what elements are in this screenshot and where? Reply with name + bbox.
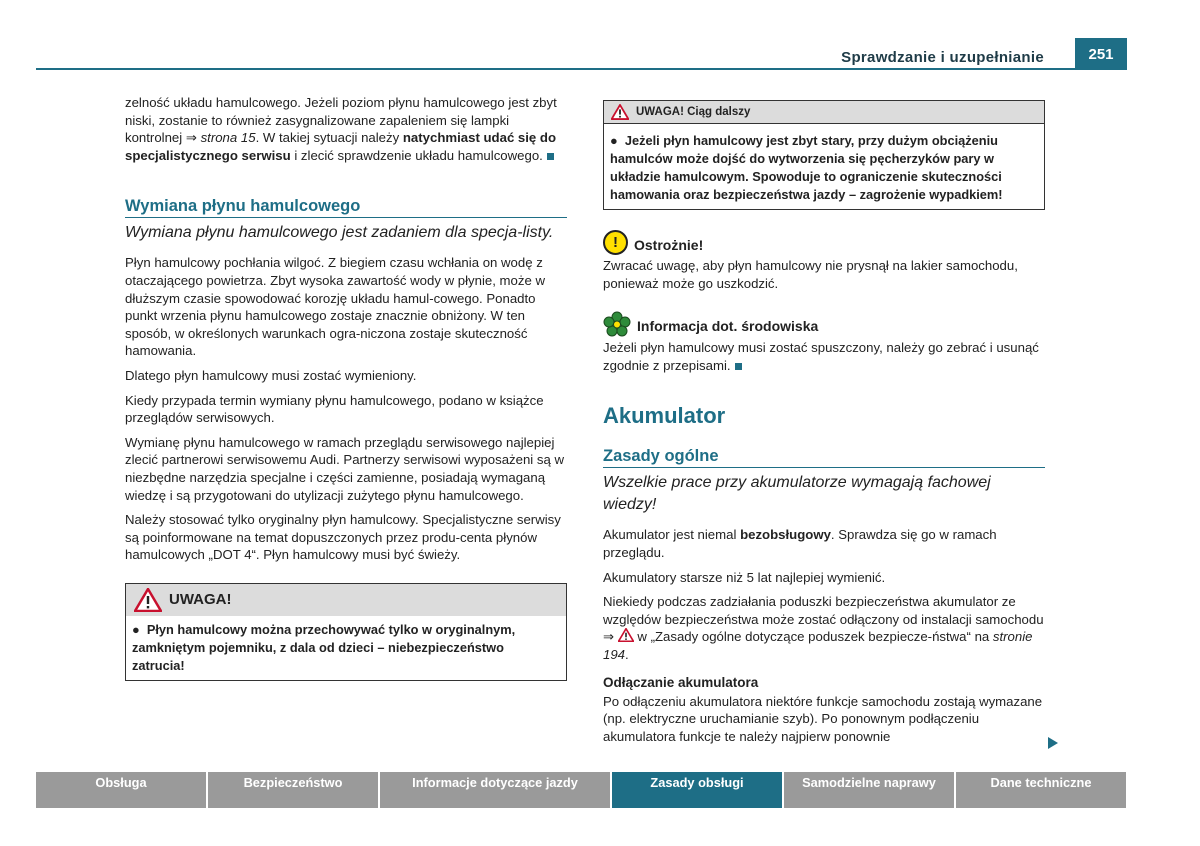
caution-text: Zwracać uwagę, aby płyn hamulcowy nie prysnął na lakier samochodu, ponieważ może go uszkodzić. [603,258,1018,291]
section-heading: Zasady ogólne [603,447,1045,468]
page-reference-link[interactable]: strona 15 [200,130,256,146]
flower-eco-icon [603,311,631,337]
page-number: 251 [1075,38,1127,70]
tab-informacje-dotyczace-jazdy[interactable]: Informacje dotyczące jazdy [380,772,610,808]
section-lead: Wszelkie prace przy akumulatorze wymagają fachowej wiedzy! [603,474,991,514]
chapter-tabs [36,772,1126,808]
section-end-marker [735,363,742,370]
body-paragraph: Akumulator jest niemal bezobsługowy. Sprawdza się go w ramach przeglądu. [603,527,997,560]
warning-title: UWAGA! [169,591,232,609]
continue-arrow-icon[interactable] [1047,736,1059,750]
environment-title: Informacja dot. środowiska [637,318,819,335]
right-column [603,100,1045,752]
body-paragraph: Po odłączeniu akumulatora niektóre funkcje samochodu zostają wymazane (np. elektryczne uruchamianie szyb). Po ponownym podłączeniu akumulatora funkcje te należy najpierw ponownie [603,693,1043,744]
section-title: Sprawdzanie i uzupełnianie [841,49,1044,66]
body-paragraph: Niekiedy podczas zadziałania poduszki bezpieczeństwa akumulator ze względów bezpieczeństwa może zostać odłączony od instalacji samochodu ⇒ w „Zasady ogólne dotyczące poduszek bezpiecze-ństwa“ na stronie 194. [603,594,1044,662]
body-paragraph: Akumulatory starsze niż 5 lat najlepiej wymienić. [603,569,886,585]
caution-title: Ostrożnie! [634,236,704,253]
warning-triangle-icon[interactable] [618,628,634,642]
warning-continued-header [604,101,1044,124]
warning-box [125,583,567,681]
body-paragraph: Wymianę płynu hamulcowego w ramach przeglądu serwisowego najlepiej zlecić partnerowi serwisowemu Audi. Partnerzy serwisowi wyposażeni są w niezbędne narzędzia specjalne i części zamienne, posiadają wymaganą wiedzę i są przygotowani do utylizacji zużytego płynu hamulcowego. [125,434,565,503]
tab-samodzielne-naprawy[interactable]: Samodzielne naprawy [784,772,954,808]
caution-heading [603,230,1045,255]
page-reference-link[interactable]: stronie 194 [603,629,1033,662]
body-paragraph: Należy stosować tylko oryginalny płyn hamulcowy. Specjalistyczne serwisy są poinformowane na temat dopuszczonych przez produ-centa płynów hamulcowych „DOT 4“. Płyn hamulcowy musi być świeży. [125,512,561,563]
warning-continued-box [603,100,1045,210]
section-heading: Wymiana płynu hamulcowego [125,197,567,218]
body-paragraph: Kiedy przypada termin wymiany płynu hamulcowego, podano w książce przeglądów serwisowych. [125,392,544,426]
bullet-icon: ● [610,133,625,148]
warning-triangle-icon [611,104,629,120]
tab-bezpieczenstwo[interactable]: Bezpieczeństwo [208,772,378,808]
body-paragraph: Dlatego płyn hamulcowy musi zostać wymieniony. [125,367,417,383]
intro-paragraph: zelność układu hamulcowego. Jeżeli poziom płynu hamulcowego jest zbyt niski, zostanie to również zasygnalizowane zapaleniem się lampki kontrolnej ⇒ strona 15. W takiej sytuacji należy natychmiast udać się do specjalistycznego serwisu i zlecić sprawdzenie układu hamulcowego. [125,95,557,163]
environment-heading [603,311,1045,337]
warning-continued-title: UWAGA! Ciąg dalszy [636,106,751,118]
warning-triangle-icon [134,588,162,612]
environment-text: Jeżeli płyn hamulcowy musi zostać spuszczony, należy go zebrać i usunąć zgodnie z przepisami. [603,340,1039,373]
warning-header [126,584,566,616]
warning-continued-text: ● Jeżeli płyn hamulcowy jest zbyt stary, przy dużym obciążeniu hamulców może dojść do wytworzenia się pęcherzyków pary w układzie hamulcowym. Spowoduje to ograniczenie skuteczności hamowania oraz bezpieczeństwa jazdy – zagrożenie wypadkiem! [610,133,1003,202]
warning-text: ● Płyn hamulcowy można przechowywać tylko w oryginalnym, zamkniętym pojemniku, z dala od dzieci – niebezpieczeństwo zatrucia! [132,621,516,673]
header-rule [36,68,1126,70]
body-paragraph: Płyn hamulcowy pochłania wilgoć. Z biegiem czasu wchłania on wodę z otaczającego powietrza. Zbyt wysoka zawartość wody w płynie, może w dłuższym czasie spowodować korozję układu hamul-cowego. Ponadto punkt wrzenia płynu hamulcowego zostaje znacznie obniżony. W ten sposób, w określonych warunkach ogra-niczona zostaje skuteczność hamowania. [125,255,545,359]
left-column [125,94,567,681]
caution-exclamation-icon: ! [603,230,628,255]
section-lead: Wymiana płynu hamulcowego jest zadaniem dla specja-listy. [125,224,554,242]
bullet-icon: ● [132,621,147,637]
tab-obsluga[interactable]: Obsługa [36,772,206,808]
chapter-heading: Akumulator [603,403,726,429]
tab-dane-techniczne[interactable]: Dane techniczne [956,772,1126,808]
subheading: Odłączanie akumulatora [603,674,759,690]
tab-zasady-obslugi[interactable]: Zasady obsługi [612,772,782,808]
section-end-marker [547,153,554,160]
